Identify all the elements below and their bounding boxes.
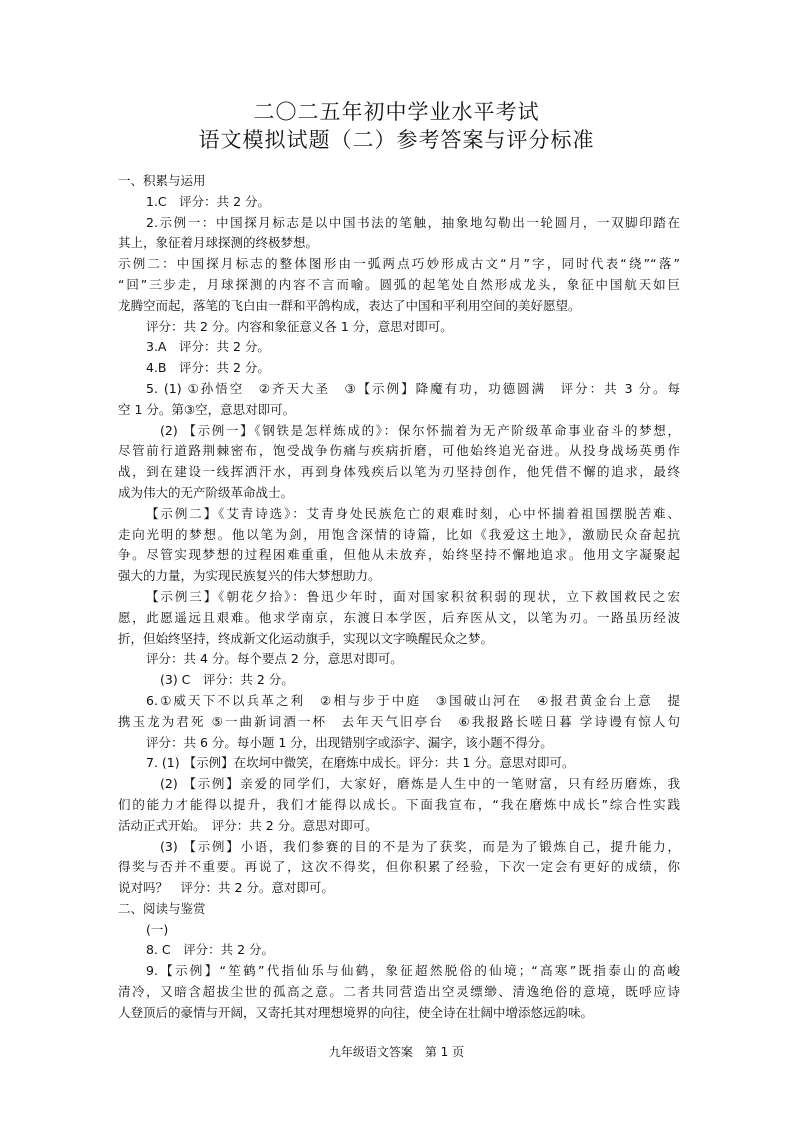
answer-body (118, 171, 680, 1024)
text-line: 示例二：中国探月标志的整体图形由一弧两点巧妙形成古文“月”字，同时代表“绕”“落” (118, 256, 680, 272)
text-line: 二、阅读与鉴赏 (118, 900, 206, 916)
text-line: 争。尽管实现梦想的过程困难重重，但他从未放弃，始终坚持不懈地追求。他用文字凝聚起 (118, 547, 680, 563)
text-line: 1.C 评分：共 2 分。 (146, 193, 271, 209)
exam-title: 二〇二五年初中学业水平考试 (253, 100, 540, 124)
text-line: 们的能力才能得以提升，我们才能得以成长。下面我宣布，“我在磨炼中成长”综合性实践 (118, 796, 680, 812)
text-line: (2) 【示例】亲爱的同学们，大家好，磨炼是人生中的一笔财富，只有经历磨炼，我 (160, 776, 680, 792)
text-line: 说对吗？ 评分：共 2 分。意对即可。 (118, 880, 334, 896)
text-line: 3.A 评分：共 2 分。 (146, 339, 270, 355)
text-line: 得奖与否并不重要。再说了，这次不得奖，但你积累了经验，下次一定会有更好的成绩，你 (118, 859, 680, 875)
text-line: 人登顶后的豪情与开阔，又寄托其对理想境界的向往，使全诗在壮阔中增添悠远韵味。 (118, 1004, 594, 1020)
text-line: 携玉龙为君死 ⑤一曲新词酒一杯 去年天气旧亭台 ⑥我报路长嗟日暮 学诗谩有惊人句 (118, 713, 680, 729)
text-line: (3) C 评分：共 2 分。 (160, 672, 294, 688)
text-line: 8. C 评分：共 2 分。 (146, 942, 275, 958)
text-line: 龙腾空而起，落笔的飞白由一群和平鸽构成，表达了中国和平利用空间的美好愿望。 (118, 297, 581, 313)
text-line: 【示例三】《朝花夕拾》：鲁迅少年时，面对国家积贫积弱的现状，立下救国救民之宏 (146, 588, 680, 604)
text-line: 折，但始终坚持，终成新文化运动旗手，实现以文字唤醒民众之梦。 (118, 630, 494, 646)
text-line: 强大的力量，为实现民族复兴的伟大梦想助力。 (118, 568, 381, 584)
text-line: 清冷，又暗含超拔尘世的孤高之意。二者共同营造出空灵缥缈、清逸绝俗的意境，既呼应诗 (118, 984, 680, 1000)
text-line: 走向光明的梦想。他以笔为剑，用饱含深情的诗篇，比如《我爱这土地》，激励民众奋起抗 (118, 526, 680, 542)
text-line: 评分：共 2 分。内容和象征意义各 1 分，意思对即可。 (146, 318, 453, 334)
text-line: 5. (1) ①孙悟空 ②齐天大圣 ③【示例】降魔有功，功德圆满 评分：共 3 分。每 (146, 380, 680, 396)
text-line: 愿，此愿遥远且艰难。他求学南京，东渡日本学医，后弃医从文，以笔为刃。一路虽历经波 (118, 609, 680, 625)
page-footer: 九年级语文答案 第 1 页 (328, 1045, 465, 1059)
text-line: 9.【示例】“笙鹤”代指仙乐与仙鹤，象征超然脱俗的仙境；“高寒”既指泰山的高峻 (146, 963, 680, 979)
text-line: 活动正式开始。 评分：共 2 分。意思对即可。 (118, 817, 378, 833)
text-line: 2.示例一：中国探月标志是以中国书法的笔触，抽象地勾勒出一轮圆月，一双脚印踏在 (146, 214, 680, 230)
text-line: 一、积累与运用 (118, 173, 206, 188)
text-line: 7. (1) 【示例】在坎坷中微笑，在磨炼中成长。评分：共 1 分。意思对即可。 (146, 755, 575, 771)
text-line: 空 1 分。第③空，意思对即可。 (118, 401, 296, 417)
text-line: “回”三步走，月球探测的内容不言而喻。圆弧的起笔处自然形成龙头，象征中国航天如巨 (118, 276, 680, 292)
answer-key-title: 语文模拟试题（二）参考答案与评分标准 (198, 128, 595, 152)
text-line: 6.①威天下不以兵革之利 ②相与步于中庭 ③国破山河在 ④报君黄金台上意 提 (146, 692, 680, 708)
text-line: 战，到在建设一线挥洒汗水，再到身体残疾后以笔为刃坚持创作，他凭借不懈的追求，最终 (118, 464, 680, 480)
text-line: (一) (146, 921, 169, 937)
text-line: 评分：共 6 分。每小题 1 分，出现错别字或添字、漏字，该小题不得分。 (146, 734, 553, 750)
text-line: 评分：共 4 分。每个要点 2 分，意思对即可。 (146, 651, 403, 667)
text-line: 【示例二】《艾青诗选》：艾青身处民族危亡的艰难时刻，心中怀揣着祖国摆脱苦难、 (146, 505, 680, 521)
text-line: 其上，象征着月球探测的终极梦想。 (118, 235, 319, 251)
text-line: 尽管前行道路荆棘密布，饱受战争伤痛与疾病折磨，可他始终追光奋进。从投身战场英勇作 (118, 443, 680, 459)
text-line: 4.B 评分：共 2 分。 (146, 360, 270, 376)
text-line: 成为伟大的无产阶级革命战士。 (118, 484, 294, 500)
text-line: (2) 【示例一】《钢铁是怎样炼成的》：保尔怀揣着为无产阶级革命事业奋斗的梦想， (160, 422, 680, 438)
text-line: (3) 【示例】小语，我们参赛的目的不是为了获奖，而是为了锻炼自己，提升能力， (160, 838, 680, 854)
